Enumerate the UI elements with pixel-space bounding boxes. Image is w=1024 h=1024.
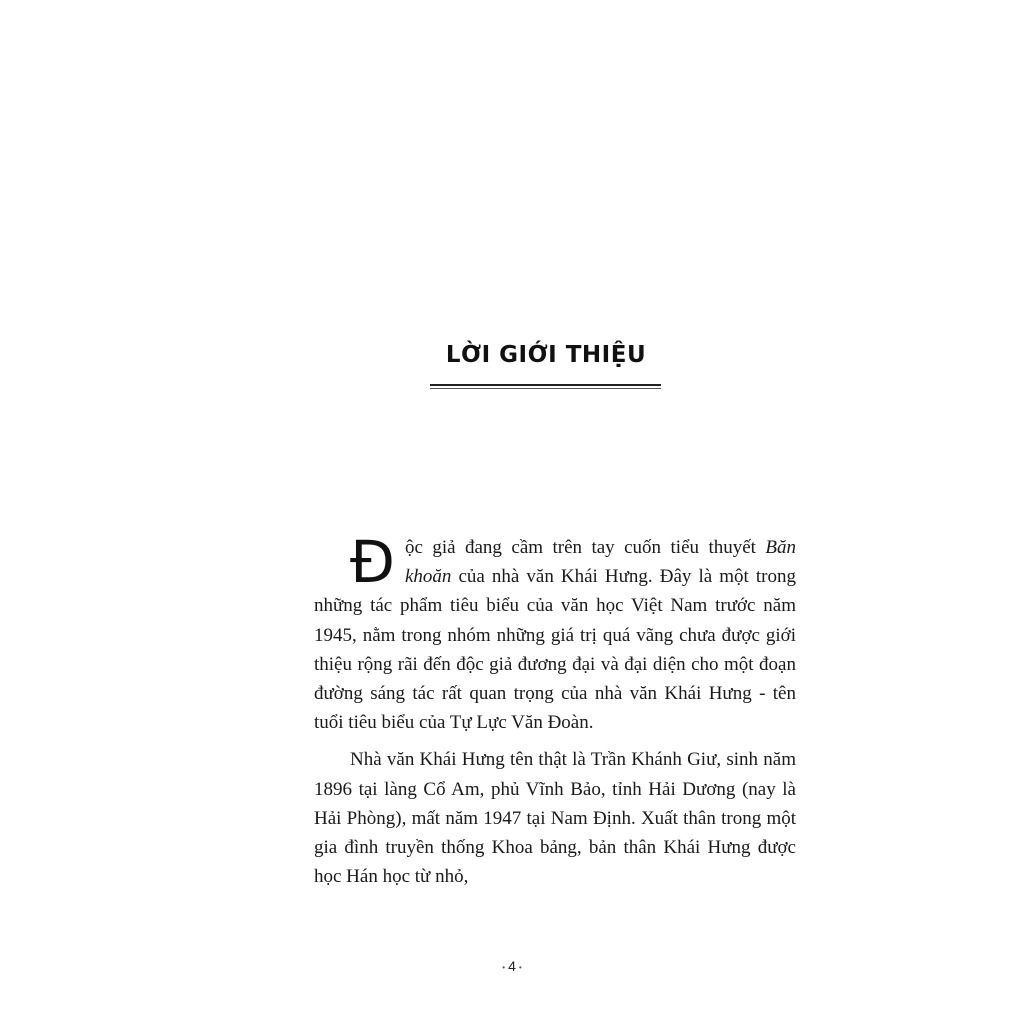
page-number-dot-right: •: [518, 962, 522, 972]
intro-rest: của nhà văn Khái Hưng. Đây là một trong những tác phẩm tiêu biểu của văn học Việt Nam trước năm 1945, nằm trong nhóm những giá trị quá vãng chưa được giới thiệu rộng rãi đến độc giả đương đại và đại diện cho một đoạn đường sáng tác rất quan trọng của nhà văn Khái Hưng - tên tuổi tiêu biểu của Tự Lực Văn Đoàn.: [314, 566, 796, 734]
body-text: [314, 528, 796, 891]
title-underline: [430, 384, 661, 386]
title-underline-thin: [430, 388, 661, 389]
paragraph-biography: Nhà văn Khái Hưng tên thật là Trần Khánh Giư, sinh năm 1896 tại làng Cổ Am, phủ Vĩnh Bảo, tỉnh Hải Dương (nay là Hải Phòng), mất năm 1947 tại Nam Định. Xuất thân trong một gia đình truyền thống Khoa bảng, bản thân Khái Hưng được học Hán học từ nhỏ,: [314, 749, 796, 888]
page-title: LỜI GIỚI THIỆU: [445, 342, 647, 368]
paragraph-intro: [314, 528, 796, 737]
intro-lead: ộc giả đang cầm trên tay cuốn tiểu thuyết: [404, 537, 766, 558]
drop-cap: Đ: [350, 528, 395, 596]
book-title-italic: Băn khoăn: [404, 537, 796, 588]
page-number-dot-left: •: [502, 962, 506, 972]
page-number: [0, 958, 1024, 974]
page-number-value: 4: [508, 958, 516, 974]
